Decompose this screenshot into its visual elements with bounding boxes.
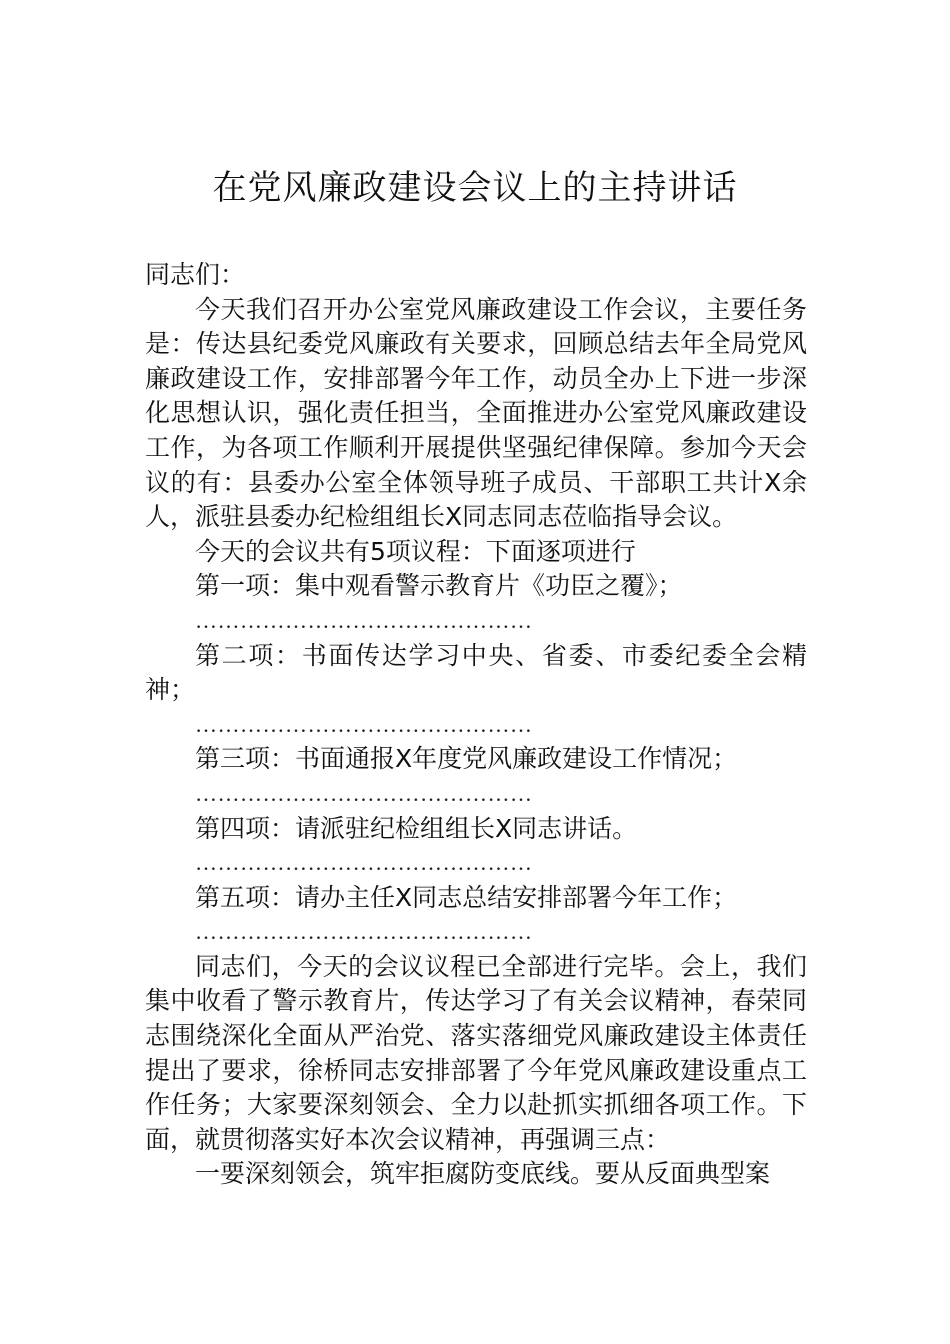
agenda-item-3-dots: ……………………………………… <box>195 780 533 806</box>
document-title: 在党风廉政建设会议上的主持讲话 <box>212 168 738 208</box>
agenda-intro: 今天的会议共有5项议程：下面逐项进行 <box>195 536 636 566</box>
summary-paragraph: 同志们，今天的会议议程已全部进行完毕。会上，我们集中收看了警示教育片，传达学习了有关会议精神，春荣同志围绕深化全面从严治党、落实落细党风廉政建设主体责任提出了要求，徐桥同志安排部署了今年党风廉政建设重点工作任务；大家要深刻领会、全力以赴抓实抓细各项工作。下面，就贯彻落实好本次会议精神，再强调三点： <box>145 951 807 1154</box>
agenda-item-1: 第一项：集中观看警示教育片《功臣之覆》； <box>195 571 683 601</box>
agenda-item-2-dots: ……………………………………… <box>195 711 533 737</box>
point-one-paragraph: 一要深刻领会，筑牢拒腐防变底线。要从反面典型案 <box>195 1159 771 1189</box>
document-body <box>145 258 807 1192</box>
agenda-item-4: 第四项：请派驻纪检组组长X同志讲话。 <box>195 813 638 843</box>
intro-paragraph: 今天我们召开办公室党风廉政建设工作会议，主要任务是：传达县纪委党风廉政有关要求，回顾总结去年全局党风廉政建设工作，安排部署今年工作，动员全办上下进一步深化思想认识，强化责任担当，全面推进办公室党风廉政建设工作，为各项工作顺利开展提供坚强纪律保障。参加今天会议的有：县委办公室全体领导班子成员、干部职工共计X余人，派驻县委办纪检组组长X同志同志莅临指导会议。 <box>145 294 807 532</box>
greeting: 同志们： <box>145 260 246 289</box>
agenda-item-5-dots: ……………………………………… <box>195 919 533 945</box>
agenda-item-2: 第二项：书面传达学习中央、省委、市委纪委全会精神； <box>145 640 807 705</box>
agenda-item-1-dots: ……………………………………… <box>195 607 533 633</box>
agenda-item-3: 第三项：书面通报X年度党风廉政建设工作情况； <box>195 744 738 774</box>
agenda-item-4-dots: ……………………………………… <box>195 850 533 876</box>
agenda-item-5: 第五项：请办主任X同志总结安排部署今年工作； <box>195 882 738 912</box>
